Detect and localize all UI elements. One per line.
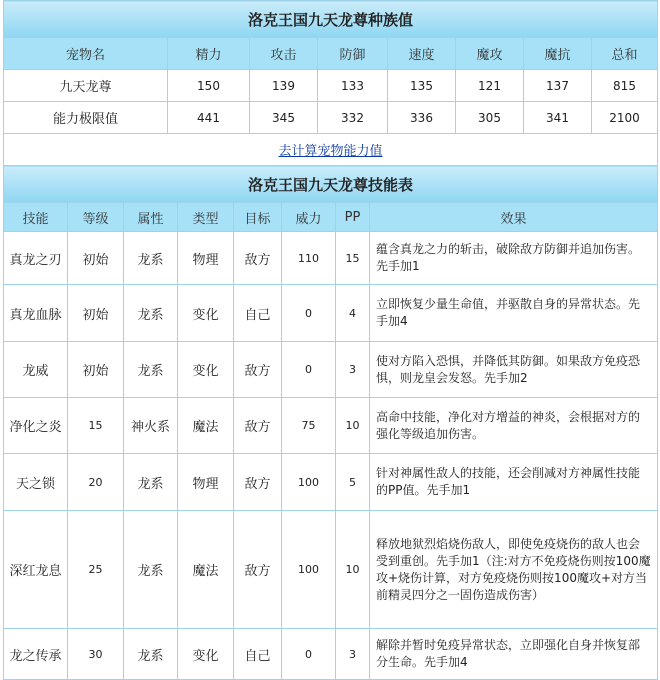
table-row	[4, 342, 658, 398]
table-row	[4, 285, 658, 342]
cell: 135	[388, 70, 456, 102]
cell: 能力极限值	[4, 102, 168, 134]
link-row	[4, 134, 658, 166]
skill-level: 初始	[68, 232, 124, 285]
cell: 2100	[592, 102, 658, 134]
header-target: 目标	[234, 203, 282, 232]
skill-attribute: 龙系	[124, 285, 178, 342]
header-power: 威力	[282, 203, 336, 232]
cell: 332	[318, 102, 388, 134]
skill-effect: 立即恢复少量生命值，并驱散自身的异常状态。先手加4	[370, 285, 658, 342]
cell: 137	[524, 70, 592, 102]
skill-level: 25	[68, 511, 124, 629]
skill-level: 15	[68, 398, 124, 454]
table-row	[4, 102, 658, 134]
skill-power: 110	[282, 232, 336, 285]
skill-type: 变化	[178, 285, 234, 342]
skill-pp: 10	[336, 511, 370, 629]
skill-target: 敌方	[234, 398, 282, 454]
skill-power: 100	[282, 454, 336, 511]
skill-target: 敌方	[234, 342, 282, 398]
skill-pp: 4	[336, 285, 370, 342]
header-defense: 防御	[318, 38, 388, 70]
skill-type: 变化	[178, 342, 234, 398]
table-row	[4, 398, 658, 454]
table-row	[4, 511, 658, 629]
skill-name: 真龙血脉	[4, 285, 68, 342]
skill-name: 深红龙息	[4, 511, 68, 629]
skill-level: 20	[68, 454, 124, 511]
cell: 121	[456, 70, 524, 102]
skill-effect: 高命中技能，净化对方增益的神炎，会根据对方的强化等级追加伤害。	[370, 398, 658, 454]
skill-effect: 使对方陷入恐惧，并降低其防御。如果敌方免疫恐惧，则龙皇会发怒。先手加2	[370, 342, 658, 398]
skill-name: 真龙之刃	[4, 232, 68, 285]
skill-name: 龙威	[4, 342, 68, 398]
skill-target: 自己	[234, 285, 282, 342]
header-type: 类型	[178, 203, 234, 232]
skill-attribute: 龙系	[124, 454, 178, 511]
header-total: 总和	[592, 38, 658, 70]
skill-pp: 5	[336, 454, 370, 511]
header-pet-name: 宠物名	[4, 38, 168, 70]
header-skill: 技能	[4, 203, 68, 232]
cell: 341	[524, 102, 592, 134]
skill-table	[3, 165, 658, 680]
skill-effect: 针对神属性敌人的技能，还会削减对方神属性技能的PP值。先手加1	[370, 454, 658, 511]
cell: 150	[168, 70, 250, 102]
skill-type: 变化	[178, 629, 234, 680]
skill-type: 物理	[178, 454, 234, 511]
skill-level: 30	[68, 629, 124, 680]
skill-pp: 3	[336, 342, 370, 398]
header-pp: PP	[336, 203, 370, 232]
race-table-title: 洛克王国九天龙尊种族值	[4, 1, 658, 38]
skill-power: 0	[282, 285, 336, 342]
cell: 345	[250, 102, 318, 134]
skill-attribute: 龙系	[124, 511, 178, 629]
header-effect: 效果	[370, 203, 658, 232]
skill-pp: 15	[336, 232, 370, 285]
skill-effect: 蕴含真龙之力的斩击，破除敌方防御并追加伤害。先手加1	[370, 232, 658, 285]
skill-pp: 3	[336, 629, 370, 680]
cell: 336	[388, 102, 456, 134]
skill-type: 魔法	[178, 511, 234, 629]
skill-power: 0	[282, 342, 336, 398]
skill-level: 初始	[68, 285, 124, 342]
skill-name: 龙之传承	[4, 629, 68, 680]
skill-level: 初始	[68, 342, 124, 398]
header-hp: 精力	[168, 38, 250, 70]
table-row	[4, 454, 658, 511]
skill-power: 75	[282, 398, 336, 454]
skill-type: 物理	[178, 232, 234, 285]
skill-name: 天之锁	[4, 454, 68, 511]
skill-target: 自己	[234, 629, 282, 680]
skill-power: 0	[282, 629, 336, 680]
page	[3, 0, 657, 680]
table-row	[4, 232, 658, 285]
header-magic-resist: 魔抗	[524, 38, 592, 70]
cell: 139	[250, 70, 318, 102]
skill-target: 敌方	[234, 454, 282, 511]
skill-table-header	[4, 203, 658, 232]
race-table-header	[4, 38, 658, 70]
skill-effect: 解除并暂时免疫异常状态，立即强化自身并恢复部分生命。先手加4	[370, 629, 658, 680]
header-speed: 速度	[388, 38, 456, 70]
skill-attribute: 龙系	[124, 342, 178, 398]
cell: 441	[168, 102, 250, 134]
cell: 九天龙尊	[4, 70, 168, 102]
header-magic-attack: 魔攻	[456, 38, 524, 70]
race-value-table	[3, 0, 658, 166]
skill-attribute: 神火系	[124, 398, 178, 454]
table-row	[4, 629, 658, 680]
skill-target: 敌方	[234, 232, 282, 285]
skill-target: 敌方	[234, 511, 282, 629]
skill-attribute: 龙系	[124, 629, 178, 680]
cell: 133	[318, 70, 388, 102]
cell: 305	[456, 102, 524, 134]
skill-type: 魔法	[178, 398, 234, 454]
skill-power: 100	[282, 511, 336, 629]
skill-table-title: 洛克王国九天龙尊技能表	[4, 166, 658, 203]
header-level: 等级	[68, 203, 124, 232]
header-attribute: 属性	[124, 203, 178, 232]
calc-ability-link[interactable]: 去计算宠物能力值	[278, 144, 383, 159]
skill-name: 净化之炎	[4, 398, 68, 454]
header-attack: 攻击	[250, 38, 318, 70]
cell: 815	[592, 70, 658, 102]
skill-pp: 10	[336, 398, 370, 454]
table-row	[4, 70, 658, 102]
skill-attribute: 龙系	[124, 232, 178, 285]
skill-effect: 释放地狱烈焰烧伤敌人，即使免疫烧伤的敌人也会受到重创。先手加1（注:对方不免疫烧伤则按100魔攻+烧伤计算，对方免疫烧伤则按100魔攻+对方当前精灵四分之一固伤造成伤害）	[370, 511, 658, 629]
